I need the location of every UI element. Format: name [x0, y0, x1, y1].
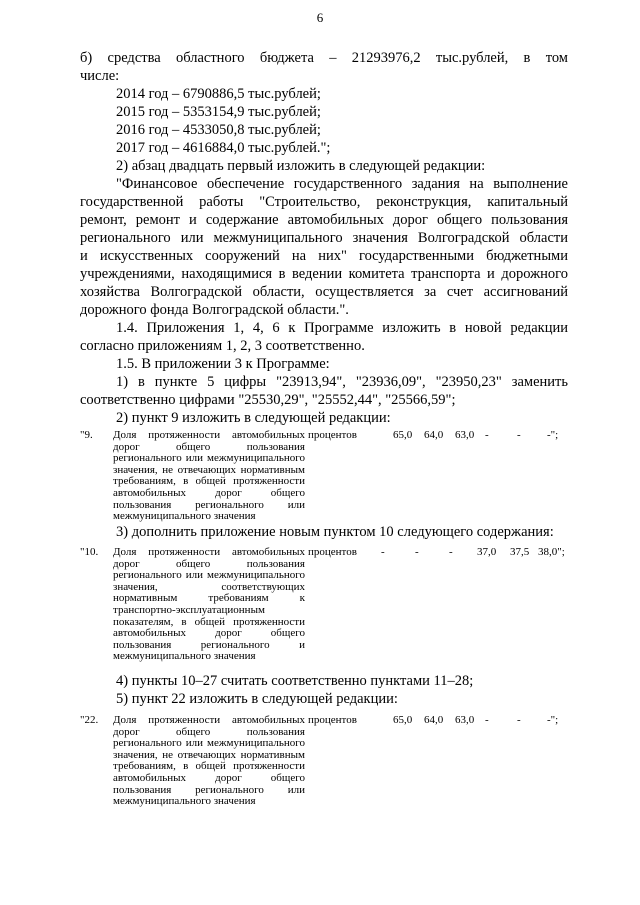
row-unit: процентов — [308, 546, 357, 558]
page-number: 6 — [316, 10, 324, 25]
row-value-2: 64,0 — [424, 429, 444, 441]
row-value-2: - — [415, 546, 419, 558]
quote-line-4: регионального или межмуниципального значения Волгоградской области — [80, 230, 568, 246]
row-description: Доля протяженности автомобильных дорог общего пользования регионального или межмуниципального значения, не отвечающих нормативным требованиям, в общей протяженности автомобильных дорог общего пользования регионального или межмуниципального значения — [113, 714, 305, 808]
paragraph-1-4-line1: 1.4. Приложения 1, 4, 6 к Программе изложить в новой редакции — [116, 320, 568, 336]
row-unit: процентов — [308, 714, 357, 726]
subitem-4-line: 4) пункты 10–27 считать соответственно пунктами 11–28; — [116, 673, 474, 689]
row-number: "9. — [80, 429, 93, 441]
paragraph-1-4-line2: согласно приложениям 1, 2, 3 соответственно. — [80, 338, 365, 354]
table-row-10 — [80, 547, 570, 665]
quote-line-7: хозяйства Волгоградской области, осуществляется за счет ассигнований — [80, 284, 568, 300]
row-value-3: 63,0 — [455, 429, 475, 441]
row-value-6: -"; — [547, 714, 559, 726]
row-value-3: 63,0 — [455, 714, 475, 726]
year-2014-line: 2014 год – 6790886,5 тыс.рублей; — [116, 86, 321, 102]
row-value-6: -"; — [547, 429, 559, 441]
row-value-5: - — [517, 429, 521, 441]
year-2016-line: 2016 год – 4533050,8 тыс.рублей; — [116, 122, 321, 138]
year-2017-line: 2017 год – 4616884,0 тыс.рублей."; — [116, 140, 331, 156]
row-value-1: 65,0 — [393, 429, 413, 441]
row-unit: процентов — [308, 429, 357, 441]
paragraph-b-line2: числе: — [80, 68, 120, 84]
subitem-5-line: 5) пункт 22 изложить в следующей редакции: — [116, 691, 398, 707]
row-value-3: - — [449, 546, 453, 558]
row-description: Доля протяженности автомобильных дорог общего пользования регионального или межмуниципального значения, не отвечающих нормативным требованиям, в общей протяженности автомобильных дорог общего пользования регионального или межмуниципального значения — [113, 429, 305, 523]
quote-line-3: ремонт, ремонт и содержание автомобильных дорог общего пользования — [80, 212, 568, 228]
row-value-1: 65,0 — [393, 714, 413, 726]
quote-line-8: дорожного фонда Волгоградской области.". — [80, 302, 349, 318]
subitem-1-line2: соответственно цифрами "25530,29", "25552,44", "25566,59"; — [80, 392, 456, 408]
quote-line-6: учреждениями, находящимися в ведении комитета транспорта и дорожного — [80, 266, 568, 282]
quote-line-2: государственной работы "Строительство, реконструкция, капитальный — [80, 194, 568, 210]
subitem-3-line: 3) дополнить приложение новым пунктом 10 следующего содержания: — [116, 524, 554, 540]
subitem-2-line: 2) пункт 9 изложить в следующей редакции: — [116, 410, 391, 426]
row-number: "10. — [80, 546, 99, 558]
row-value-5: 37,5 — [510, 546, 530, 558]
row-number: "22. — [80, 714, 99, 726]
paragraph-1-5: 1.5. В приложении 3 к Программе: — [116, 356, 330, 372]
row-value-5: - — [517, 714, 521, 726]
row-value-4: 37,0 — [477, 546, 497, 558]
row-value-1: - — [381, 546, 385, 558]
quote-line-1: "Финансовое обеспечение государственного задания на выполнение — [116, 176, 568, 192]
subitem-1-line1: 1) в пункте 5 цифры "23913,94", "23936,09", "23950,23" заменить — [116, 374, 568, 390]
table-row-9 — [80, 430, 570, 522]
quote-line-5: и искусственных сооружений на них" государственными бюджетными — [80, 248, 568, 264]
year-2015-line: 2015 год – 5353154,9 тыс.рублей; — [116, 104, 321, 120]
row-value-6: 38,0"; — [538, 546, 565, 558]
row-value-4: - — [485, 714, 489, 726]
table-row-22 — [80, 715, 570, 811]
paragraph-b-line1: б) средства областного бюджета – 21293976,2 тыс.рублей, в том — [80, 50, 568, 66]
row-value-4: - — [485, 429, 489, 441]
row-description: Доля протяженности автомобильных дорог общего пользования регионального или межмуниципального значения, соответствующих нормативным требованиям к транспортно-эксплуатационным показателям, в общей протяженности автомобильных дорог общего пользования регионального и межмуниципального значения — [113, 546, 305, 663]
row-value-2: 64,0 — [424, 714, 444, 726]
subitem-2-heading: 2) абзац двадцать первый изложить в следующей редакции: — [116, 158, 486, 174]
